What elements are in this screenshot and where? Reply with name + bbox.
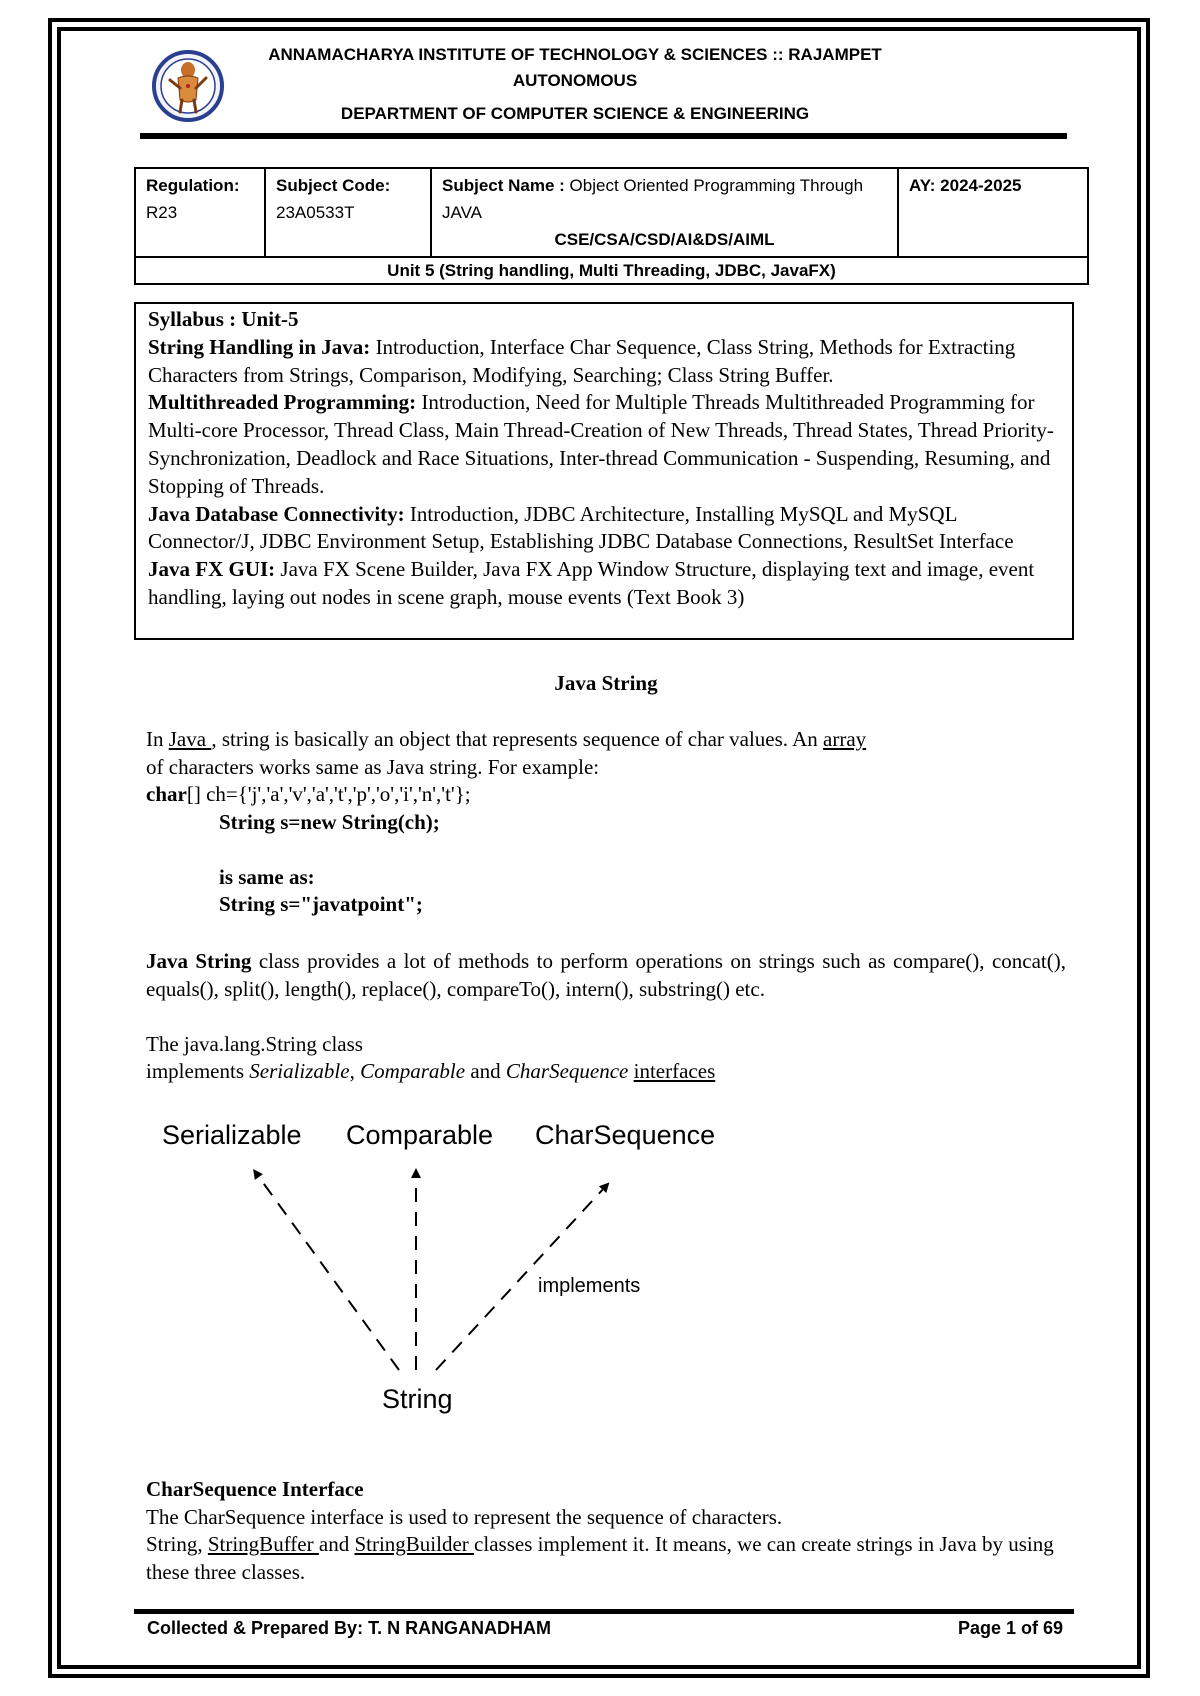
diagram-label-comparable: Comparable [346,1120,494,1150]
charsequence-p1: The CharSequence interface is used to represent the sequence of characters. [146,1504,783,1529]
interfaces-link[interactable]: interfaces [633,1059,716,1083]
charsequence-title: CharSequence Interface [146,1477,364,1501]
stringbuilder-link[interactable]: StringBuilder [354,1532,475,1556]
syllabus-box [134,302,1074,640]
footer-page-number: Page 1 of 69 [957,1618,1063,1638]
regulation-value: R23 [146,203,178,222]
academic-year: AY: 2024-2025 [909,176,1022,195]
string-interfaces-diagram [146,1108,766,1420]
syllabus-jdbc-text: Introduction, JDBC Architecture, Installing MySQL and MySQL Connector/J, JDBC Environment Setup, Establishing JDBC Database Connections, ResultSet Interface [148,501,1014,554]
subject-name-label: Subject Name : [442,176,565,195]
syllabus-string-text: Introduction, Interface Char Sequence, Class String, Methods for Extracting Characters from Strings, Comparison, Modifying, Searching; Class String Buffer. [148,334,1016,387]
implements-text-b: , [349,1059,361,1083]
charsequence-text-a: String, [146,1532,208,1556]
regulation-cell [135,168,265,257]
syllabus-title: Syllabus : Unit-5 [148,307,299,331]
syllabus-javafx-text: Java FX Scene Builder, Java FX App Window Structure, displaying text and image, event handling, laying out nodes in scene graph, mouse events (Text Book 3) [148,557,1035,609]
institute-logo [152,48,224,124]
institute-name: ANNAMACHARYA INSTITUTE OF TECHNOLOGY & SCIENCES :: RAJAMPET [268,45,882,64]
subject-code-value: 23A0533T [276,203,355,222]
java-link[interactable]: Java [168,727,212,751]
diagram-label-charsequence: CharSequence [535,1120,716,1150]
syllabus-jdbc-head: Java Database Connectivity: [148,501,405,526]
unit-title: Unit 5 (String handling, Multi Threading, JDBC, JavaFX) [135,257,1088,284]
charsequence-text-b: and [318,1532,355,1556]
code-char-keyword: char [146,782,187,806]
diagram-label-implements: implements [538,1275,641,1297]
array-link[interactable]: array [823,727,867,751]
implements-charsequence: CharSequence [505,1059,629,1083]
subject-name-cell [431,168,898,257]
footer-author: Collected & Prepared By: T. N RANGANADHAM [147,1618,552,1638]
branches: CSE/CSA/CSD/AI&DS/AIML [554,230,775,249]
stringbuffer-link[interactable]: StringBuffer [207,1532,319,1556]
code-char-array: [] ch={'j','a','v','a','t','p','o','i','n','t'}; [186,782,471,806]
implements-text-a: implements [146,1059,250,1083]
section-title-java-string: Java String [554,671,658,695]
subject-code-cell [265,168,431,257]
regulation-label: Regulation: [146,176,240,195]
intro-line-2: of characters works same as Java string. For example: [146,754,600,779]
implements-comparable: Comparable [360,1059,466,1083]
department-name: DEPARTMENT OF COMPUTER SCIENCE & ENGINEERING [340,104,810,123]
implements-line [146,1058,1066,1086]
implements-text-c: and [465,1059,506,1083]
header-rule [140,133,1067,139]
methods-text: class provides a lot of methods to perform operations on strings such as compare(), concat(), equals(), split(), length(), replace(), compareTo(), intern(), substring() etc. [146,949,1066,1001]
charsequence-p2 [146,1531,1066,1586]
code-line-3: is same as: [219,864,315,889]
java-lang-string-line: The java.lang.String class [146,1032,363,1056]
subject-name-value: Object Oriented Programming Through JAVA [442,176,864,222]
syllabus-thread-text: Introduction, Need for Multiple Threads Multithreaded Programming for Multi-core Processor, Thread Class, Main Thread-Creation of New Threads, Thread States, Thread Priority-Synchronization, Deadlock and Race Situations, Inter-thread Communication - Suspending, Resuming, and Stopping of Threads. [148,390,1054,498]
code-line-4: String s="javatpoint"; [219,892,423,916]
methods-bold: Java String [146,949,252,973]
syllabus-string-head: String Handling in Java: [148,334,371,359]
syllabus-thread-head: Multithreaded Programming: [148,390,417,415]
diagram-label-serializable: Serializable [162,1120,302,1150]
academic-year-cell [898,168,1088,257]
charsequence-section [146,1476,1066,1586]
arrow-to-serializable [256,1173,399,1370]
implements-serializable: Serializable [249,1059,350,1083]
autonomous-label: AUTONOMOUS [512,71,638,90]
java-string-methods [146,948,1066,1003]
code-line-1 [146,781,1066,809]
java-string-intro [146,726,1066,919]
code-line-2: String s=new String(ch); [219,809,440,834]
intro-text-a: In [146,727,169,751]
intro-line-1 [146,726,1066,754]
charsequence-text-c: classes implement it. It means, we can create strings in Java by using these three classes. [146,1532,1054,1584]
intro-text-b: , string is basically an object that represents sequence of char values. An [211,727,824,751]
diagram-label-string: String [382,1384,453,1414]
footer-rule [134,1609,1074,1614]
subject-info-table [134,167,1089,285]
syllabus-javafx-head: Java FX GUI: [148,557,276,582]
subject-code-label: Subject Code: [276,176,391,195]
